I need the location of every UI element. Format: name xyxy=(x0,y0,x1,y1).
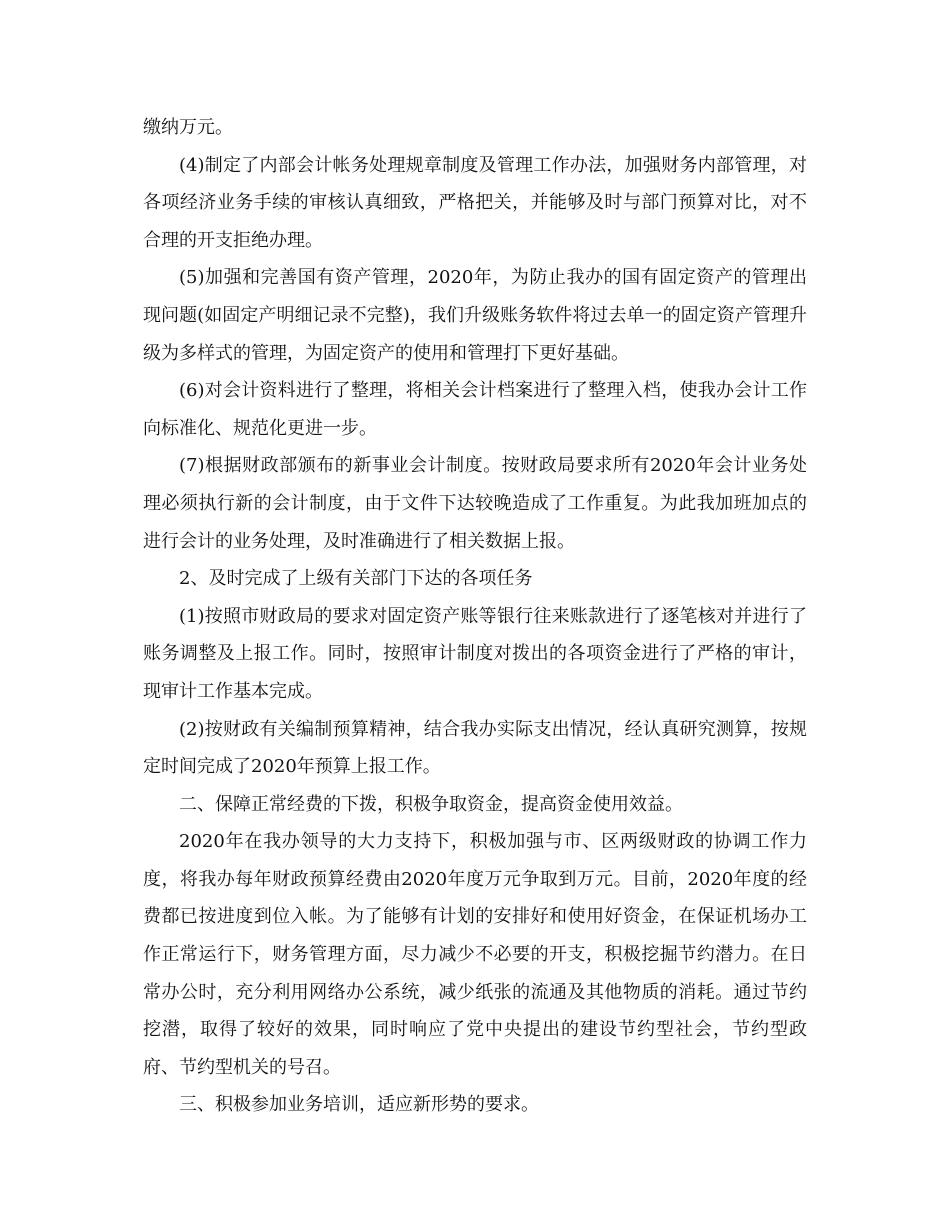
paragraph-item-7: (7)根据财政部颁布的新事业会计制度。按财政局要求所有2020年会计业务处理必须执行新的会计制度，由于文件下达较晚造成了工作重复。为此我加班加点的进行会计的业务处理，及时准确进行了相关数据上报。 xyxy=(143,455,807,552)
paragraph-task-1: (1)按照市财政局的要求对固定资产账等银行往来账款进行了逐笔核对并进行了账务调整及上报工作。同时，按照审计制度对拨出的各项资金进行了严格的审计，现审计工作基本完成。 xyxy=(143,605,807,702)
section-heading-funds: 二、保障正常经费的下拨，积极争取资金，提高资金使用效益。 xyxy=(179,793,683,815)
section-heading-training: 三、积极参加业务培训，适应新形势的要求。 xyxy=(179,1094,539,1116)
paragraph-funds: 2020年在我办领导的大力支持下，积极加强与市、区两级财政的协调工作力度，将我办每年财政预算经费由2020年度万元争取到万元。目前，2020年度的经费都已按进度到位入帐。为了能够有计划的安排好和使用好资金，在保证机场办工作正常运行下，财务管理方面，尽力减少不必要的开支，积极挖掘节约潜力。在日常办公时，充分利用网络办公系统，减少纸张的流通及其他物质的消耗。通过节约挖潜，取得了较好的效果，同时响应了党中央提出的建设节约型社会，节约型政府、节约型机关的号召。 xyxy=(143,831,807,1078)
paragraph-item-5: (5)加强和完善国有资产管理，2020年，为防止我办的国有固定资产的管理出现问题(如固定产明细记录不完整)，我们升级账务软件将过去单一的固定资产管理升级为多样式的管理，为固定资产的使用和管理打下更好基础。 xyxy=(143,267,807,364)
document-body xyxy=(143,109,807,1124)
paragraph-item-4: (4)制定了内部会计帐务处理规章制度及管理工作办法，加强财务内部管理，对各项经济业务手续的审核认真细致，严格把关，并能够及时与部门预算对比，对不合理的开支拒绝办理。 xyxy=(143,154,807,251)
section-heading-2: 2、及时完成了上级有关部门下达的各项任务 xyxy=(179,568,533,590)
paragraph-task-2: (2)按财政有关编制预算精神，结合我办实际支出情况，经认真研究测算，按规定时间完成了2020年预算上报工作。 xyxy=(143,718,807,778)
paragraph-continuation: 缴纳万元。 xyxy=(143,117,233,138)
paragraph-item-6: (6)对会计资料进行了整理，将相关会计档案进行了整理入档，使我办会计工作向标准化、规范化更进一步。 xyxy=(143,380,807,439)
